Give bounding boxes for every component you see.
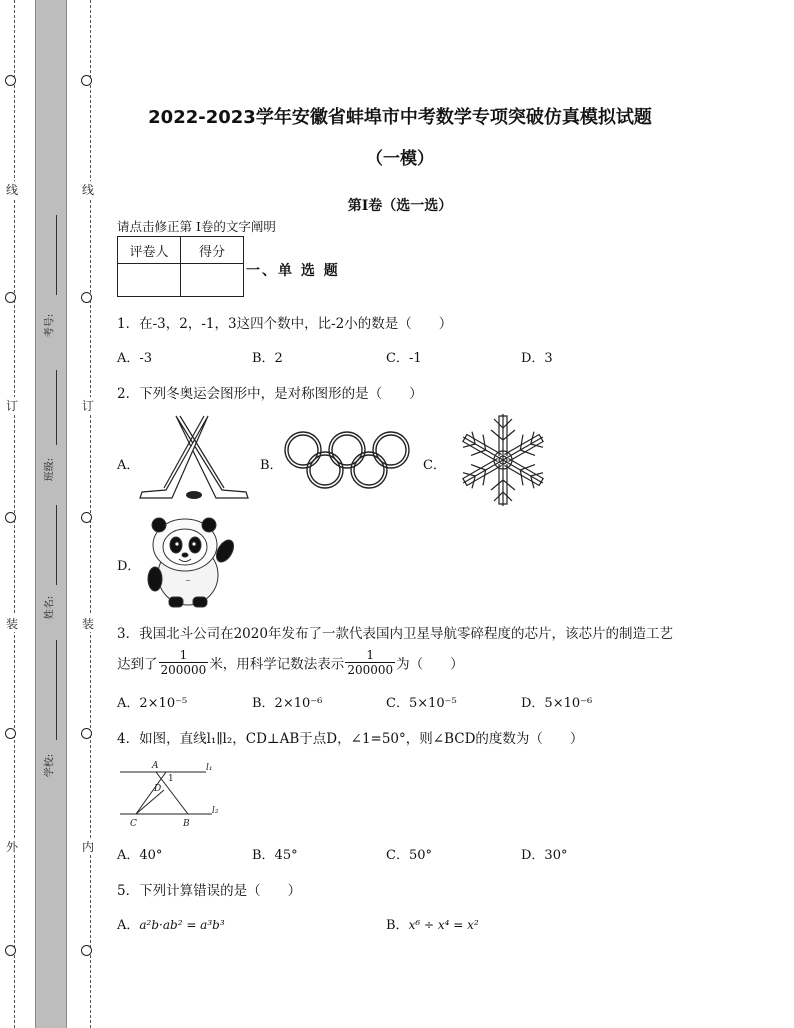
binding-strip xyxy=(35,0,67,1028)
question-5-option-b xyxy=(386,914,479,933)
hockey-sticks-figure xyxy=(136,412,252,507)
option-a-expression: a²b·ab² = a³b³ xyxy=(139,918,225,932)
label-D: D xyxy=(154,784,162,794)
fraction-numerator: 1 xyxy=(345,648,395,663)
question-4-option-c: C．50° xyxy=(386,848,432,863)
snowflake-figure xyxy=(445,408,561,512)
question-2-option-a: A． xyxy=(117,458,140,473)
part-title: 一、单 选 题 xyxy=(246,263,340,279)
question-4-option-d: D．30° xyxy=(521,848,568,863)
binding-hole xyxy=(81,75,92,86)
question-3-stem-line2 xyxy=(117,648,464,677)
field-class: 班级: xyxy=(44,457,56,482)
margin-char-inner: 内 xyxy=(82,840,95,854)
geometry-figure xyxy=(116,757,226,831)
score-cell-grader[interactable] xyxy=(118,264,181,297)
exam-subtitle: （一模） xyxy=(366,149,434,169)
binding-hole xyxy=(81,512,92,523)
question-1-option-a: A．-3 xyxy=(117,351,153,366)
label-A: A xyxy=(152,761,159,771)
question-5-option-a xyxy=(117,914,225,933)
section-note: 请点击修正第 I卷的文字阐明 xyxy=(117,219,276,234)
question-3-option-a: A．2×10⁻⁵ xyxy=(117,696,188,711)
label-C: C xyxy=(130,819,137,829)
binding-hole xyxy=(81,292,92,303)
question-3-option-d: D．5×10⁻⁶ xyxy=(521,696,593,711)
margin-char-bind: 订 xyxy=(6,399,19,413)
question-1-option-c: C．-1 xyxy=(386,351,422,366)
question-4-option-a: A．40° xyxy=(117,848,163,863)
fraction-numerator: 1 xyxy=(159,648,209,663)
field-underline xyxy=(56,505,57,585)
label-angle-1: 1 xyxy=(168,774,174,784)
question-2-option-b: B． xyxy=(260,458,283,473)
option-b-label: B． xyxy=(386,918,409,933)
margin-char-line: 线 xyxy=(82,183,95,197)
label-B: B xyxy=(183,819,190,829)
binding-hole xyxy=(5,512,16,523)
question-3-text-b: 米，用科学记数法表示 xyxy=(209,656,345,673)
question-4-option-b: B．45° xyxy=(252,848,298,863)
margin-char-staple: 装 xyxy=(82,617,95,631)
question-3-fraction-1 xyxy=(159,648,209,677)
fraction-denominator: 200000 xyxy=(347,663,394,677)
field-school: 学校: xyxy=(44,753,56,778)
question-5-stem: 5．下列计算错误的是（ ） xyxy=(117,883,302,899)
score-table xyxy=(117,236,244,297)
option-a-label: A． xyxy=(117,918,140,933)
binding-hole xyxy=(5,75,16,86)
score-cell-score[interactable] xyxy=(181,264,244,297)
field-name: 姓名: xyxy=(44,595,56,620)
question-3-stem-line1: 3．我国北斗公司在2020年发布了一款代表国内卫星导航零碎程度的芯片，该芯片的制造工艺 xyxy=(117,626,673,642)
fraction-denominator: 200000 xyxy=(160,663,207,677)
question-1-option-b: B．2 xyxy=(252,351,283,366)
binding-hole xyxy=(81,728,92,739)
label-l2: l₂ xyxy=(212,806,219,816)
question-2-stem: 2．下列冬奥运会图形中，是对称图形的是（ ） xyxy=(117,386,423,402)
margin-char-staple: 装 xyxy=(6,617,19,631)
binding-hole xyxy=(81,945,92,956)
mascot-figure xyxy=(143,517,237,609)
section-title: 第I卷（选一选） xyxy=(347,198,453,214)
question-1-option-d: D．3 xyxy=(521,351,553,366)
question-3-text-c: 为（ ） xyxy=(396,656,464,673)
question-3-text-a: 达到了 xyxy=(117,656,158,673)
option-b-expression: x⁶ ÷ x⁴ = x² xyxy=(408,918,479,932)
question-4-stem: 4．如图，直线l₁∥l₂，CD⊥AB于点D，∠1=50°，则∠BCD的度数为（ ） xyxy=(117,731,584,747)
label-l1: l₁ xyxy=(206,763,213,773)
margin-char-outer: 外 xyxy=(6,840,19,854)
score-header-grader: 评卷人 xyxy=(118,237,181,264)
question-3-fraction-2 xyxy=(345,648,395,677)
question-2-option-c: C． xyxy=(423,458,446,473)
question-1-stem: 1．在-3，2，-1，3这四个数中，比-2小的数是（ ） xyxy=(117,316,453,332)
margin-char-line: 线 xyxy=(6,183,19,197)
binding-hole xyxy=(5,728,16,739)
olympic-rings-figure xyxy=(283,428,411,494)
binding-hole xyxy=(5,292,16,303)
score-header-score: 得分 xyxy=(181,237,244,264)
binding-hole xyxy=(5,945,16,956)
exam-title: 2022-2023学年安徽省蚌埠市中考数学专项突破仿真模拟试题 xyxy=(148,107,652,128)
field-underline xyxy=(56,215,57,295)
field-underline xyxy=(56,640,57,740)
question-3-option-b: B．2×10⁻⁶ xyxy=(252,696,323,711)
field-underline xyxy=(56,370,57,445)
question-2-option-d: D． xyxy=(117,559,141,574)
question-3-option-c: C．5×10⁻⁵ xyxy=(386,696,457,711)
svg-text:~: ~ xyxy=(185,577,191,585)
field-exam-number: 考号: xyxy=(44,313,56,338)
margin-char-bind: 订 xyxy=(82,399,95,413)
